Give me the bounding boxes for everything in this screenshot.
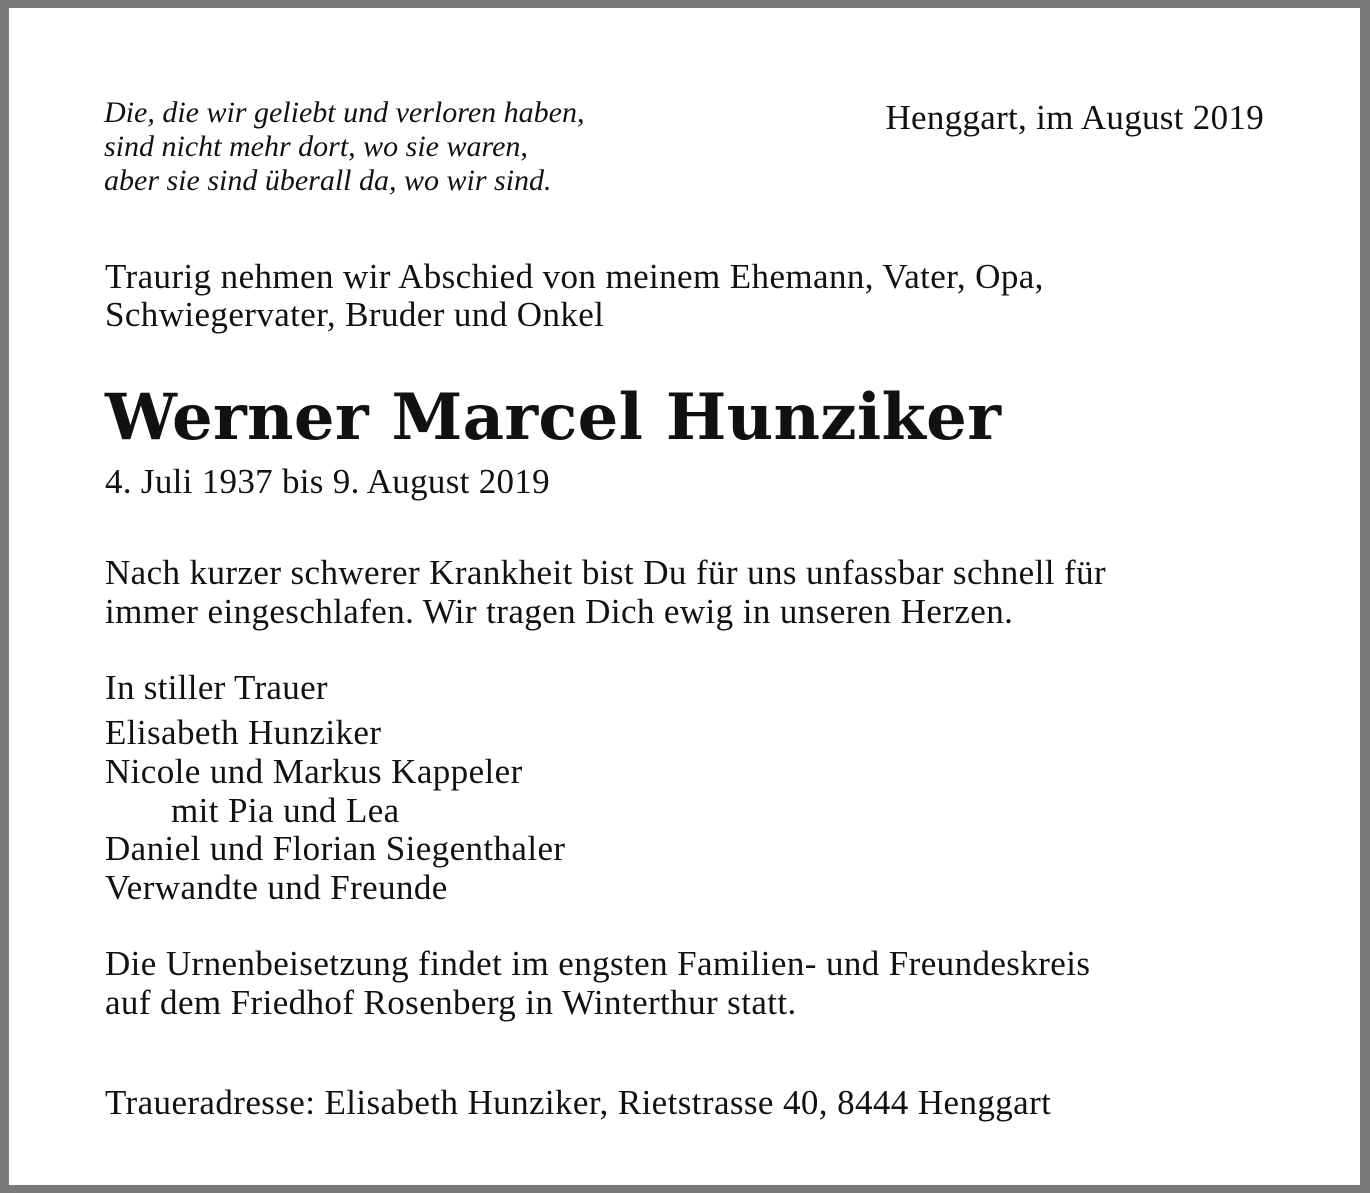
place-date: Henggart, im August 2019	[885, 98, 1264, 137]
mourner-item-indented: mit Pia und Lea	[171, 790, 400, 830]
intro-line: Traurig nehmen wir Abschied von meinem Ehemann, Vater, Opa,	[105, 257, 1044, 296]
motto-line: Die, die wir geliebt und verloren haben,	[104, 96, 585, 129]
intro-text	[105, 258, 1044, 334]
mourner-item: Nicole und Markus Kappeler	[105, 751, 523, 791]
burial-line: auf dem Friedhof Rosenberg in Winterthur statt.	[105, 983, 797, 1022]
mourner-item: Elisabeth Hunziker	[105, 713, 382, 752]
memorial-message	[105, 553, 1106, 631]
motto-quote	[104, 96, 584, 198]
motto-line: sind nicht mehr dort, wo sie waren,	[104, 130, 528, 163]
life-dates: 4. Juli 1937 bis 9. August 2019	[105, 462, 550, 501]
intro-line: Schwiegervater, Bruder und Onkel	[105, 295, 605, 334]
motto-line: aber sie sind überall da, wo wir sind.	[104, 164, 552, 197]
deceased-name: Werner Marcel Hunziker	[105, 380, 1002, 455]
burial-info	[105, 944, 1090, 1022]
message-line: immer eingeschlafen. Wir tragen Dich ewig in unseren Herzen.	[105, 592, 1014, 631]
mourner-item: Daniel und Florian Siegenthaler	[105, 829, 566, 869]
mourning-address: Traueradresse: Elisabeth Hunziker, Rietstrasse 40, 8444 Henggart	[105, 1083, 1052, 1122]
message-line: Nach kurzer schwerer Krankheit bist Du für uns unfassbar schnell für	[105, 553, 1107, 592]
mourners-list	[105, 714, 565, 908]
burial-line: Die Urnenbeisetzung findet im engsten Familien- und Freundeskreis	[105, 944, 1091, 983]
mourning-heading: In stiller Trauer	[105, 668, 328, 707]
mourner-item: Verwandte und Freunde	[105, 868, 448, 908]
